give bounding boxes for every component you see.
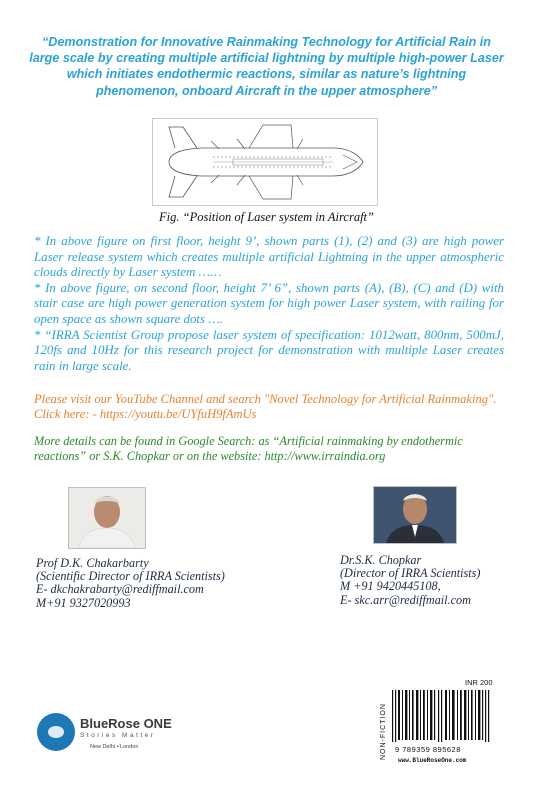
aircraft-drawing (153, 119, 377, 205)
publisher-locations: New Delhi • London (90, 744, 139, 750)
publisher-website[interactable]: www.BlueRoseOne.com (398, 757, 467, 764)
headline-line-4: phenomenon, onboard Aircraft in the upper atmosphere” (96, 83, 437, 98)
isbn-number: 9 789359 895628 (395, 745, 461, 754)
headline-line-1: “Demonstration for Innovative Rainmaking Technology for Artificial Rain in (42, 35, 491, 49)
paragraph-second-floor: * In above figure, on second floor, height 7’ 6”, shown parts (A), (B), (C) and (D) with stair case are high power generation system for high power Laser system, with railing for open space as shown square dots …. (34, 280, 504, 326)
headline (18, 34, 515, 99)
publisher-name: BlueRose ONE (80, 716, 172, 731)
aircraft-diagram (152, 118, 378, 206)
contact-mobile: M+91 9327020993 (36, 595, 131, 610)
bluerose-icon (34, 710, 78, 754)
contact-chakarbarty (36, 557, 286, 610)
contact-email[interactable]: E- dkchakrabarty@rediffmail.com (36, 582, 204, 597)
paragraph-laser-spec: * “IRRA Scientist Group propose laser system of specification: 1012watt, 800nm, 500mJ, 120fs and 10Hz for this research project for demonstration with multiple Laser creates rain in large scale. (34, 327, 504, 373)
headline-line-3: which initiates endothermic reactions, similar as nature’s lightning (66, 67, 467, 82)
contact-role: (Director of IRRA Scientists) (340, 566, 481, 581)
more-details-note: More details can be found in Google Search: as “Artificial rainmaking by endothermic reactions” or S.K. Chopkar or on the website: http://www.irraindia.org (34, 434, 463, 463)
price-label: INR 200 (465, 678, 493, 687)
contact-mobile: M +91 9420445108, (340, 579, 441, 594)
figure-caption: Fig. “Position of Laser system in Aircraft” (159, 210, 374, 224)
headline-line-2: large scale by creating multiple artificial lightning by multiple high-power Laser (29, 51, 504, 66)
author-photo-chopkar (373, 486, 457, 544)
contact-name: Prof D.K. Chakarbarty (36, 556, 149, 570)
contact-role: (Scientific Director of IRRA Scientists) (36, 569, 225, 584)
isbn-barcode (388, 690, 505, 750)
contact-name: Dr.S.K. Chopkar (340, 553, 422, 567)
contact-email[interactable]: E- skc.arr@rediffmail.com (340, 592, 471, 607)
genre-label: NON-FICTION (380, 703, 387, 760)
author-photo-chakarbarty (68, 487, 146, 549)
youtube-note[interactable]: Please visit our YouTube Channel and search "Novel Technology for Artificial Rainmaking". Click here: - https://youtu.be/UYfuH9fAmUs (34, 392, 497, 422)
contact-chopkar (340, 554, 520, 607)
publisher-tagline: Stories Matter (80, 732, 156, 739)
paragraph-first-floor: * In above figure on first floor, height 9’, shown parts (1), (2) and (3) are high power Laser release system which creates multiple artificial Lightning in the upper atmospheric clouds directly by Laser system …… (34, 234, 504, 280)
body-paragraphs (34, 234, 504, 374)
